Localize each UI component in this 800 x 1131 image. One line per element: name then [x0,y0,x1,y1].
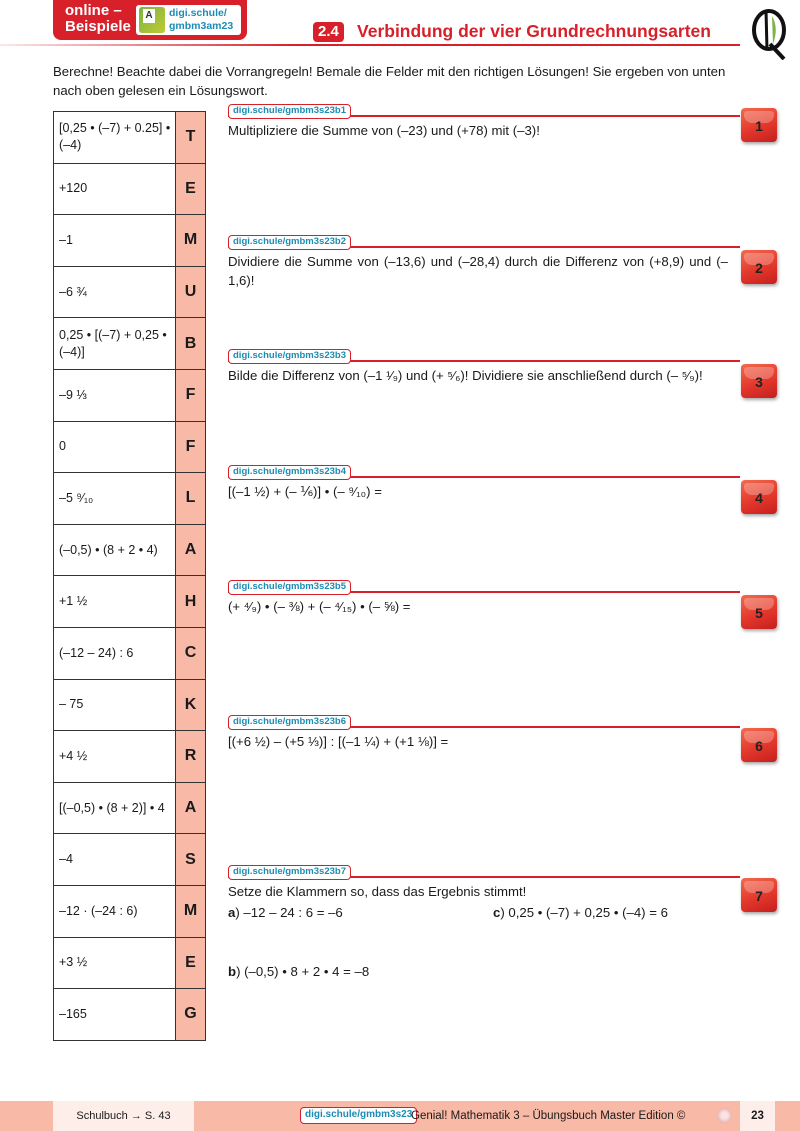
subtask-c [493,903,668,922]
solution-value: +4 ½ [54,731,176,782]
table-row[interactable] [54,731,205,783]
app-icon [139,7,165,33]
solution-value: –4 [54,834,176,885]
table-row[interactable] [54,112,205,164]
task-number-badge [741,480,777,514]
q-logo-icon [748,6,790,60]
solution-value: [0,25 • (–7) + 0.25] • (–4) [54,112,176,163]
task-number-badge [741,595,777,629]
task-number-badge [741,878,777,912]
task-number-badge [741,364,777,398]
task-number: 2 [755,260,763,276]
task-text: [(–1 ½) + (– ⅙)] • (– ⁹⁄₁₀) = [228,484,382,499]
task-number: 3 [755,374,763,390]
task-number: 7 [755,888,763,904]
table-row[interactable] [54,370,205,422]
table-row[interactable] [54,576,205,628]
online-url-line2: gmbm3am23 [169,20,234,32]
solution-letter: E [176,938,205,989]
solution-letter: L [176,473,205,524]
solution-value: (–12 – 24) : 6 [54,628,176,679]
online-examples-label [65,3,131,35]
task-text: Dividiere die Summe von (–13,6) und (–28,4) durch die Differenz von (+8,9) und (–1,6)! [228,254,728,288]
solution-table [53,111,206,1041]
solution-letter: R [176,731,205,782]
online-label-line1: online – [65,2,122,19]
subtask-a [228,903,343,922]
table-row[interactable] [54,628,205,680]
table-row[interactable] [54,164,205,216]
task-number-badge [741,728,777,762]
solution-value: +1 ½ [54,576,176,627]
solution-letter: C [176,628,205,679]
solution-letter: A [176,783,205,834]
online-url-line1: digi.schule/ [169,7,227,19]
solution-value: 0 [54,422,176,473]
table-row[interactable] [54,422,205,474]
subtask-b [228,962,369,981]
table-row[interactable] [54,834,205,886]
subtask-text: ) 0,25 • (–7) + 0,25 • (–4) = 6 [500,905,668,920]
footer-link[interactable]: digi.schule/gmbm3s23 [300,1107,417,1124]
chapter-number: 2.4 [313,22,344,42]
task-text: Bilde die Differenz von (–1 ¹⁄₉) und (+ ⁵⁄₆)! Dividiere sie anschließend durch (– ⁵⁄₉)! [228,368,703,383]
task-link[interactable]: digi.schule/gmbm3s23b2 [228,235,351,250]
task-link[interactable]: digi.schule/gmbm3s23b7 [228,865,351,880]
page-number: 23 [751,1110,764,1122]
solution-value: (–0,5) • (8 + 2 • 4) [54,525,176,576]
header-divider [0,44,740,46]
solution-letter: F [176,370,205,421]
solution-value: –1 [54,215,176,266]
table-row[interactable] [54,267,205,319]
solution-value: –5 ⁹⁄₁₀ [54,473,176,524]
task-number: 5 [755,605,763,621]
solution-value: –165 [54,989,176,1040]
solution-value: +120 [54,164,176,215]
table-row[interactable] [54,318,205,370]
task-link[interactable]: digi.schule/gmbm3s23b1 [228,104,351,119]
solution-letter: M [176,886,205,937]
task-number: 1 [755,118,763,134]
subtask-label: b [228,964,237,979]
chapter-title: Verbindung der vier Grundrechnungsarten [357,21,711,41]
solution-letter: F [176,422,205,473]
task-number: 6 [755,738,763,754]
solution-letter: M [176,215,205,266]
solution-letter: E [176,164,205,215]
solution-letter: H [176,576,205,627]
instructions: Berechne! Beachte dabei die Vorrangregeln! Bemale die Felder mit den richtigen Lösungen! Sie ergeben von unten nach oben gelesen ein Lösungswort. [53,64,726,98]
solution-value: –12 · (–24 : 6) [54,886,176,937]
solution-letter: S [176,834,205,885]
table-row[interactable] [54,886,205,938]
subtask-text: ) (–0,5) • 8 + 2 • 4 = –8 [236,964,370,979]
online-label-line2: Beispiele [65,18,131,35]
solution-letter: B [176,318,205,369]
task-text: Setze die Klammern so, dass das Ergebnis stimmt! [228,884,527,899]
task-number-badge [741,108,777,142]
online-url [169,7,233,33]
task-link[interactable]: digi.schule/gmbm3s23b6 [228,715,351,730]
table-row[interactable] [54,215,205,267]
task-number: 4 [755,490,763,506]
table-row[interactable] [54,989,205,1041]
book-title: Genial! Mathematik 3 – Übungsbuch Master Edition © [411,1110,686,1122]
solution-value: +3 ½ [54,938,176,989]
solution-letter: T [176,112,205,163]
table-row[interactable] [54,473,205,525]
solution-letter: G [176,989,205,1040]
online-examples-link[interactable] [136,5,241,35]
table-row[interactable] [54,680,205,732]
online-examples-box [53,0,247,40]
task-text: Multipliziere die Summe von (–23) und (+78) mit (–3)! [228,123,540,138]
solution-value: –9 ⅓ [54,370,176,421]
subtask-label: a [228,905,236,920]
table-row[interactable] [54,525,205,577]
solution-value: – 75 [54,680,176,731]
table-row[interactable] [54,783,205,835]
solution-letter: A [176,525,205,576]
solution-value: 0,25 • [(–7) + 0,25 • (–4)] [54,318,176,369]
solution-value: [(–0,5) • (8 + 2)] • 4 [54,783,176,834]
subtask-text: ) –12 – 24 : 6 = –6 [235,905,343,920]
solution-letter: U [176,267,205,318]
solution-letter: K [176,680,205,731]
task-link[interactable]: digi.schule/gmbm3s23b5 [228,580,351,595]
task-link[interactable]: digi.schule/gmbm3s23b3 [228,349,351,364]
footer [0,1101,800,1131]
task-text: [(+6 ½) – (+5 ⅓)] : [(–1 ¼) + (+1 ⅛)] = [228,734,449,749]
solution-value: –6 ¾ [54,267,176,318]
task-link[interactable]: digi.schule/gmbm3s23b4 [228,465,351,480]
table-row[interactable] [54,938,205,990]
seal-icon [717,1108,732,1123]
textbook-reference: Schulbuch → S. 43 [53,1101,194,1131]
task-text: (+ ⁴⁄₉) • (– ⅜) + (– ⁴⁄₁₅) • (– ⅝) = [228,599,411,614]
subtask-label: c [493,905,501,920]
task-number-badge [741,250,777,284]
